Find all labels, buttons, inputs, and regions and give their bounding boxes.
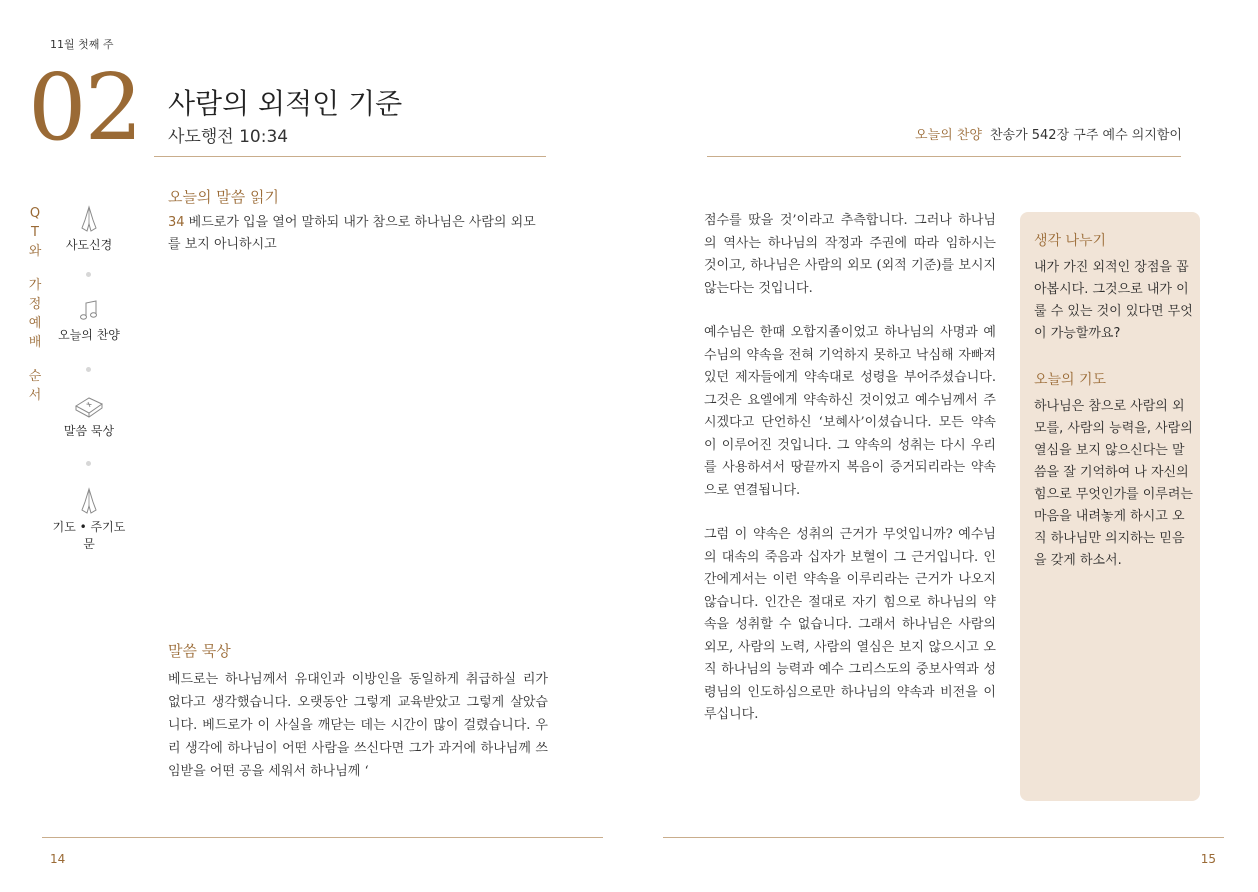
vertical-char: 배 xyxy=(28,335,42,350)
step-label: 사도신경 xyxy=(65,238,113,252)
paragraph: 예수님은 한때 오합지졸이었고 하나님의 사명과 예수님의 약속을 전혀 기억하지 못하고 낙심해 자빠져 있던 제자들에게 약속대로 성령을 부어주셨습니다. 그것은 요엘에게 약속하신 것이었고 예수님께서 주시겠다고 단언하신 ‘보혜사’이셨습니다. 모든 약속이 이루어진 것입니다. 그 약속의 성취는 다시 우리를 사용하셔서 땅끝까지 복음이 증거되리라는 약속으로 연결됩니다. xyxy=(704,325,996,498)
share-text: 내가 가진 외적인 장점을 꼽아봅시다. 그것으로 내가 이룰 수 있는 것이 있다면 무엇이 가능할까요? xyxy=(1034,260,1193,341)
vertical-char: 와 xyxy=(28,244,42,259)
reading-heading: 오늘의 말씀 읽기 xyxy=(168,188,279,206)
vertical-char: 가 xyxy=(28,278,42,293)
hymn-label: 오늘의 찬양 xyxy=(915,128,982,143)
footer-divider-right xyxy=(663,837,1224,838)
vertical-char: 예 xyxy=(28,316,42,331)
todays-hymn xyxy=(915,124,1182,143)
vertical-char: 순 xyxy=(28,369,42,384)
step-label: 오늘의 찬양 xyxy=(58,328,120,342)
header-divider-right xyxy=(707,156,1181,157)
header-divider-left xyxy=(154,156,546,157)
paragraph: 점수를 땄을 것’이라고 추측합니다. 그러나 하나님의 역사는 하나님의 작정과 주권에 따라 임하시는 것이고, 하나님은 사람의 외모 (외적 기준)를 보시지 않는다는 것입니다. xyxy=(704,213,996,296)
vertical-gap xyxy=(28,352,42,367)
vertical-gap xyxy=(28,261,42,276)
prayer-heading: 오늘의 기도 xyxy=(1034,372,1107,388)
step-separator-dot xyxy=(86,367,91,372)
scripture-reference: 사도행전 10:34 xyxy=(168,127,289,147)
paragraph: 그럼 이 약속은 성취의 근거가 무엇입니까? 예수님의 대속의 죽음과 십자가 보혈이 그 근거입니다. 인간에게서는 이런 약속을 이루리라는 근거가 나오지 않습니다. 인간은 절대로 자기 힘으로 하나님의 약속을 성취할 수 없습니다. 그래서 하나님은 사람의 외모, 사람의 노력, 사람의 열심은 보지 않으시고 오직 하나님의 능력과 예수 그리스도의 중보사역과 성령님의 인도하심으로만 하나님의 약속과 비전을 이루십니다. xyxy=(704,527,996,722)
vertical-char: 서 xyxy=(28,388,42,403)
step-label: 기도 • 주기도문 xyxy=(52,520,126,551)
right-column-text xyxy=(704,210,996,749)
step-apostles-creed xyxy=(48,204,130,253)
step-separator-dot xyxy=(86,461,91,466)
page-title: 사람의 외적인 기준 xyxy=(168,87,403,120)
music-note-icon xyxy=(74,298,104,324)
step-separator-dot xyxy=(86,272,91,277)
vertical-char: T xyxy=(31,225,39,240)
meditation-text: 베드로는 하나님께서 유대인과 이방인을 동일하게 취급하실 리가 없다고 생각했습니다. 오랫동안 그렇게 교육받았고 그렇게 살았습니다. 베드로가 이 사실을 깨닫는 데는 시간이 많이 걸렸습니다. 우리 생각에 하나님이 어떤 사람을 쓰신다면 그가 과거에 하나님께 쓰임받을 어떤 공을 세워서 하나님께 ‘ xyxy=(168,672,548,779)
page-number-left: 14 xyxy=(50,852,66,866)
verse-text xyxy=(168,212,548,256)
step-prayer xyxy=(48,486,130,552)
reflection-box xyxy=(1020,212,1200,801)
praying-hands-icon xyxy=(74,486,104,516)
lesson-number: 02 xyxy=(28,54,142,161)
prayer-text: 하나님은 참으로 사람의 외모를, 사람의 능력을, 사람의 열심을 보지 않으신다는 말씀을 잘 기억하여 나 자신의 힘으로 무엇인가를 이루려는 마음을 내려놓게 하시고 오직 하나님만 의지하는 믿음을 갖게 하소서. xyxy=(1034,399,1193,568)
praying-hands-icon xyxy=(74,204,104,234)
step-label: 말씀 묵상 xyxy=(63,424,115,438)
step-word-meditation xyxy=(48,392,130,439)
verse-number: 34 xyxy=(168,215,185,230)
vertical-sidebar-title xyxy=(28,204,42,405)
hymn-text: 찬송가 542장 구주 예수 의지함이 xyxy=(989,128,1182,143)
share-heading: 생각 나누기 xyxy=(1034,233,1107,249)
step-todays-hymn xyxy=(48,298,130,343)
meditation-heading: 말씀 묵상 xyxy=(168,642,231,660)
verse-body: 베드로가 입을 열어 말하되 내가 참으로 하나님은 사람의 외모를 보지 아니하시고 xyxy=(168,215,536,252)
page-number-right: 15 xyxy=(1200,852,1216,866)
vertical-char: Q xyxy=(29,206,41,221)
bible-icon xyxy=(73,392,105,420)
footer-divider-left xyxy=(42,837,603,838)
vertical-char: 정 xyxy=(28,297,42,312)
week-label: 11월 첫째 주 xyxy=(50,38,114,51)
